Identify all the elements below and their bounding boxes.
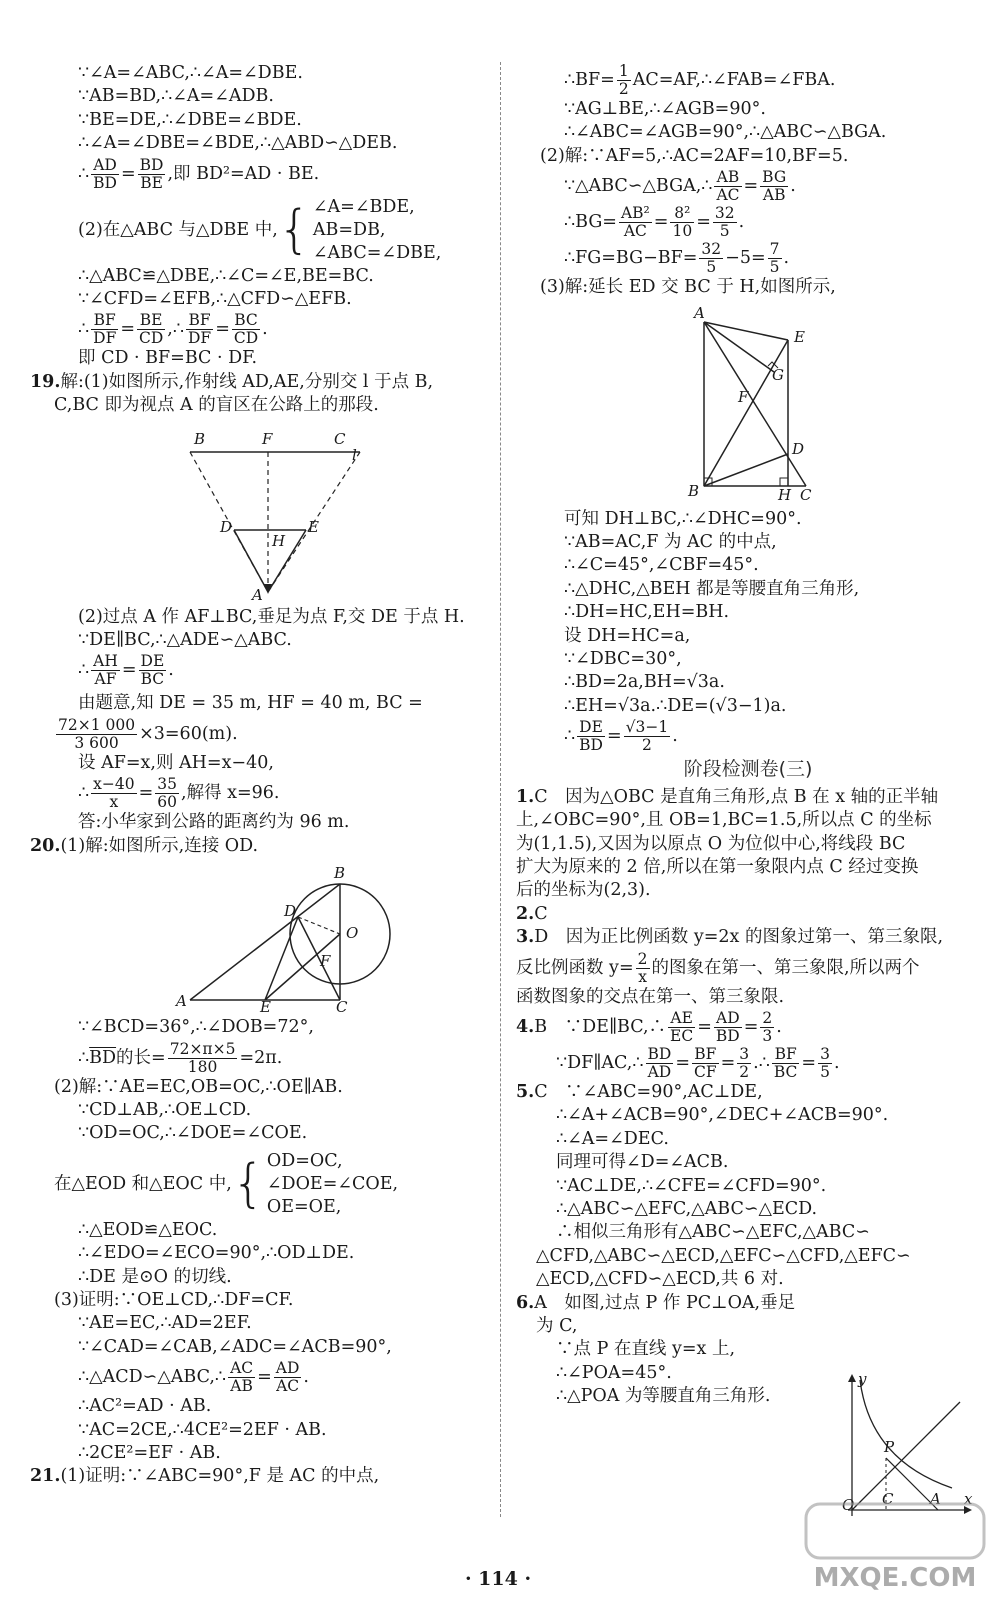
text-line: ∴△POA 为等腰直角三角形. [556, 1386, 771, 1407]
fraction [137, 312, 165, 347]
label-O: O [842, 1496, 855, 1514]
label-B: B [688, 481, 700, 500]
fraction [617, 63, 631, 98]
answer-3 [516, 926, 980, 949]
text: = [653, 212, 669, 233]
text: ∵DF∥AC,∴ [556, 1052, 644, 1073]
figure-function-graph [836, 1370, 976, 1518]
text: ∠DOE=∠COE, [266, 1173, 399, 1194]
answer-6 [516, 1292, 980, 1315]
numerator: BD [139, 155, 164, 174]
text-line [516, 1045, 980, 1081]
text: = [675, 1052, 690, 1073]
text-line: ∴∠ABC=∠AGB=90°,∴△ABC∽△BGA. [564, 122, 887, 143]
text-line: C,BC 即为视点 A 的盲区在公路上的那段. [54, 395, 379, 416]
figure-right-triangle [516, 304, 976, 504]
text: C ∵∠ABC=90°,AC⊥DE, [534, 1081, 763, 1102]
text-line [516, 204, 980, 240]
denominator: DF [93, 329, 117, 348]
fraction [138, 157, 166, 192]
text-line: 函数图象的交点在第一、第三象限. [516, 986, 785, 1007]
label-G: G [772, 365, 784, 384]
text-line: 由题意,知 DE = 35 m, HF = 40 m, BC = [78, 693, 423, 714]
numerator: AC [230, 1359, 254, 1378]
text-line: ∵∠DBC=30°, [564, 649, 682, 670]
text: ∴ [78, 163, 90, 184]
text-line: ∵DE∥BC,∴△ADE∽△ABC. [78, 630, 292, 651]
denominator: BE [140, 173, 163, 192]
right-column [516, 62, 980, 1409]
label-H: H [272, 531, 286, 550]
label-x: x [964, 1490, 973, 1508]
page-number: · 114 · [464, 1568, 532, 1590]
numerator: BF [186, 312, 213, 330]
text-line: ∴△DHC,△BEH 都是等腰直角三角形, [564, 578, 860, 599]
text-line [516, 718, 980, 754]
text-line: ∵AB=AC,F 为 AC 的中点, [564, 532, 777, 553]
figure-blind-zone [30, 422, 490, 602]
fraction [577, 719, 605, 754]
text-line: ∴∠A=∠DBE=∠BDE,∴△ABD∽△DEB. [78, 133, 398, 154]
figure-circle-tangent [30, 862, 490, 1012]
text-line: ∵∠BCD=36°,∴∠DOB=72°, [78, 1017, 314, 1038]
numerator: 3 [820, 1044, 830, 1063]
text: .∴ [753, 1052, 770, 1073]
text-line: 即 CD · BF=BC · DF. [78, 348, 258, 369]
text: ∴ [78, 1047, 90, 1068]
text: . [672, 726, 678, 747]
fraction [713, 205, 737, 240]
text: ∠A=∠BDE, [312, 196, 415, 217]
text: ×3=60(m). [139, 723, 238, 744]
fraction [91, 653, 120, 688]
text-line: 可知 DH⊥BC,∴∠DHC=90°. [564, 508, 802, 529]
label-E: E [260, 998, 271, 1013]
denominator: 180 [187, 1057, 218, 1076]
text-line: ∵CD⊥AB,∴OE⊥CD. [78, 1099, 252, 1120]
text-line: ∵AE=EC,∴AD=2EF. [78, 1313, 252, 1334]
numerator: 2 [637, 949, 648, 968]
text: =2π. [239, 1047, 283, 1068]
denominator: 5 [706, 258, 717, 277]
text: . [783, 248, 790, 269]
text-line: 扩大为原来的 2 倍,所以在第一象限内点 C 经过变换 [516, 856, 919, 877]
text: . [738, 212, 745, 233]
text-line [30, 1359, 492, 1395]
text-line: ∴DH=HC,EH=BH. [564, 602, 730, 623]
label-D: D [284, 902, 297, 921]
text-line [30, 196, 492, 265]
text: OE=OE, [266, 1196, 342, 1217]
text: = [215, 319, 230, 340]
denominator: BC [773, 1062, 798, 1081]
label-P: P [884, 1438, 895, 1456]
answer-5 [516, 1081, 980, 1104]
label-D: D [220, 517, 233, 536]
question-20 [30, 835, 492, 858]
fraction [670, 205, 694, 240]
denominator: DF [188, 329, 212, 348]
text: ∠ABC=∠DBE, [312, 242, 442, 263]
text-line: (2)解:∵AF=5,∴AC=2AF=10,BF=5. [540, 145, 849, 166]
numerator: 2 [762, 1008, 773, 1027]
denominator: BC [140, 670, 165, 689]
label-F: F [320, 952, 331, 971]
text: ,解得 x=96. [181, 783, 280, 804]
text: (1)证明:∵∠ABC=90°,F 是 AC 的中点, [60, 1466, 380, 1487]
text: C [534, 903, 548, 924]
label-l: l [352, 445, 357, 464]
label-O: O [346, 924, 359, 943]
denominator: BD [93, 173, 117, 192]
numerator: BC [232, 312, 260, 330]
denominator: 3 [762, 1026, 773, 1045]
denominator: AC [716, 186, 740, 205]
fraction [714, 169, 741, 204]
denominator: x [638, 967, 647, 986]
text-line: ∴∠EDO=∠ECO=90°,∴OD⊥DE. [78, 1243, 355, 1264]
fraction [274, 1360, 302, 1395]
text: = [121, 660, 137, 681]
question-number: 6. [516, 1292, 535, 1313]
text: 反比例函数 y= [516, 957, 634, 978]
fraction [624, 719, 671, 754]
denominator: BD [715, 1026, 740, 1045]
brace-system [278, 196, 442, 265]
numerator: BG [762, 168, 787, 187]
question-number: 3. [516, 927, 535, 948]
text-line: 答:小华家到公路的距离约为 96 m. [78, 812, 350, 833]
text-line [30, 775, 492, 811]
question-19 [30, 371, 492, 394]
text-line: (2)解:∵AE=EC,OB=OC,∴OE∥AB. [54, 1076, 343, 1097]
numerator: BE [137, 312, 165, 330]
text-line: ∵∠A=∠ABC,∴∠A=∠DBE. [78, 63, 303, 83]
denominator: AF [94, 670, 117, 689]
answer-1 [516, 786, 980, 809]
numerator: 32 [701, 240, 722, 259]
question-number: 1. [516, 786, 535, 807]
numerator: 72×1 000 [58, 715, 136, 734]
section-title: 阶段检测卷(三) [683, 758, 813, 781]
text-line: ∴AC²=AD · AB. [78, 1396, 212, 1417]
text-line [30, 716, 492, 752]
text-line: ∴△ABC≌△DBE,∴∠C=∠E,BE=BC. [78, 265, 374, 286]
text: . [303, 1367, 309, 1388]
text: ∴BF= [564, 70, 615, 90]
text-line: ∴△ABC∽△EFC,△ABC∽△ECD. [556, 1198, 818, 1219]
text-line: ∴∠A=∠DEC. [556, 1128, 669, 1149]
text-line: ∵AC⊥DE,∴∠CFE=∠CFD=90°. [556, 1175, 827, 1196]
watermark-logo [800, 1500, 990, 1596]
fraction [56, 717, 137, 752]
text-line [516, 62, 980, 98]
denominator: BD [579, 736, 603, 755]
text: ∴BG= [564, 212, 617, 233]
text: ∴FG=BG−BF= [564, 248, 698, 269]
text-line [30, 1040, 492, 1076]
label-E: E [794, 327, 805, 346]
label-C: C [800, 485, 812, 504]
text-line: ∵点 P 在直线 y=x 上, [556, 1339, 736, 1360]
text-line: ∴EH=√3a.∴DE=(√3−1)a. [564, 695, 787, 716]
text: ,∴ [167, 319, 184, 340]
fraction [91, 312, 118, 347]
text-line: △CFD,△ABC∽△ECD,△EFC∽△CFD,△EFC∽ [536, 1245, 911, 1266]
denominator: 2 [642, 736, 652, 755]
answer-2 [516, 903, 980, 926]
numerator: 8² [670, 205, 694, 223]
watermark-text: MXQE.COM [813, 1563, 977, 1593]
denominator: AD [647, 1062, 672, 1081]
text-line: ∵AC=2CE,∴4CE²=2EF · AB. [78, 1419, 327, 1440]
fraction [91, 157, 119, 192]
label-C: C [334, 429, 346, 448]
text: (1)解:如图所示,连接 OD. [60, 835, 259, 856]
numerator: BF [91, 312, 118, 330]
fraction [768, 241, 782, 276]
fraction [699, 241, 723, 276]
text-line: 设 DH=HC=a, [564, 625, 691, 646]
numerator: AB² [620, 204, 650, 223]
label-H: H [778, 485, 792, 504]
denominator: 3 600 [74, 733, 119, 752]
text: = [743, 1016, 759, 1037]
denominator: CD [233, 329, 259, 348]
fraction [168, 1041, 238, 1076]
text-line [516, 240, 980, 276]
numerator: 1 [618, 62, 629, 80]
text-line: (2)过点 A 作 AF⊥BC,垂足为点 F,交 DE 于点 H. [78, 606, 465, 627]
text-line [516, 168, 980, 204]
brace-icon: { [277, 200, 311, 261]
brace-icon: { [231, 1154, 265, 1215]
text-line: 设 AF=x,则 AH=x−40, [78, 752, 274, 773]
label-A: A [930, 1490, 941, 1508]
fraction [818, 1046, 832, 1081]
text: ∴ [78, 319, 90, 340]
text: . [833, 1052, 840, 1073]
text: AB=DB, [312, 219, 386, 240]
numerator: AD [714, 1010, 742, 1028]
text: 解:(1)如图所示,作射线 AD,AE,分别交 l 于点 B, [60, 371, 434, 392]
text: ,即 BD²=AD · BE. [167, 163, 320, 184]
denominator: CF [694, 1062, 717, 1081]
fraction [772, 1046, 800, 1081]
numerator: 72×π×5 [169, 1039, 236, 1058]
label-A: A [252, 585, 263, 602]
text-line: ∴∠POA=45°. [556, 1362, 672, 1383]
text-line [30, 311, 492, 347]
text-line: ∵∠CFD=∠EFB,∴△CFD∽△EFB. [78, 289, 352, 310]
fraction [155, 776, 179, 811]
answer-4 [516, 1009, 980, 1045]
label-F: F [738, 387, 749, 406]
text: C 因为△OBC 是直角三角形,点 B 在 x 轴的正半轴 [534, 786, 939, 807]
text: D 因为正比例函数 y=2x 的图象过第一、第三象限, [534, 927, 944, 948]
column-divider [500, 62, 501, 1517]
text: = [138, 783, 154, 804]
fraction [186, 312, 213, 347]
numerator: BD [647, 1044, 672, 1063]
label-D: D [792, 439, 805, 458]
numerator: AB [714, 169, 741, 187]
numerator: AH [93, 652, 118, 671]
denominator: AC [276, 1377, 300, 1396]
fraction [692, 1046, 719, 1081]
text-line: ∴∠A+∠ACB=90°,∠DEC+∠ACB=90°. [556, 1105, 889, 1126]
label-F: F [262, 429, 273, 448]
numerator: √3−1 [625, 718, 669, 737]
text: = [606, 726, 622, 747]
text: ∵△ABC∽△BGA,∴ [564, 176, 713, 197]
text-line: ∵∠CAD=∠CAB,∠ADC=∠ACB=90°, [78, 1336, 392, 1357]
question-number: 19. [30, 371, 61, 392]
label-C: C [882, 1490, 894, 1508]
numerator: AE [668, 1010, 695, 1028]
label-y: y [858, 1370, 867, 1388]
question-number: 20. [30, 835, 61, 856]
text: 的长= [116, 1047, 166, 1068]
numerator: BF [692, 1046, 719, 1064]
fraction [139, 653, 167, 688]
question-number: 2. [516, 903, 535, 924]
fraction [668, 1010, 695, 1045]
text: OD=OC, [266, 1150, 343, 1171]
arc-label: $\overline{BD}$ [89, 1047, 117, 1068]
text-line: ∴∠C=45°,∠CBF=45°. [564, 555, 759, 576]
denominator: 10 [672, 222, 693, 241]
label-B: B [334, 864, 346, 883]
text: AC=AF,∴∠FAB=∠FBA. [632, 70, 836, 90]
denominator: CD [139, 329, 164, 348]
label-A: A [176, 992, 187, 1011]
text-line: (3)解:延长 ED 交 BC 于 H,如图所示, [540, 277, 836, 298]
fraction [737, 1046, 751, 1081]
fraction [228, 1360, 255, 1395]
numerator: 35 [157, 775, 177, 794]
text: ∴ [78, 660, 90, 681]
brace-system [232, 1150, 398, 1219]
text: = [120, 319, 135, 340]
numerator: 3 [739, 1044, 750, 1063]
denominator: 5 [820, 1062, 830, 1081]
numerator: DE [140, 652, 165, 671]
fraction [714, 1010, 742, 1045]
text: = [257, 1367, 272, 1388]
text: . [776, 1016, 782, 1037]
text: (2)在△ABC 与△DBE 中, [78, 219, 278, 240]
fraction [91, 776, 136, 811]
text-line: ∴相似三角形有△ABC∽△EFC,△ABC∽ [556, 1222, 870, 1243]
text: = [720, 1052, 736, 1073]
denominator: AC [623, 222, 647, 241]
text: . [790, 176, 796, 197]
text: ∴ [564, 726, 576, 747]
denominator: 5 [769, 258, 780, 277]
text: = [120, 163, 136, 184]
denominator: 60 [157, 793, 177, 812]
text-line: ∴BD=2a,BH=√3a. [564, 672, 725, 693]
text: . [262, 319, 268, 340]
numerator: 32 [714, 204, 735, 223]
denominator: AB [230, 1377, 253, 1396]
text-line [30, 652, 492, 688]
label-C: C [336, 998, 348, 1013]
text-line: 为 C, [536, 1316, 578, 1336]
question-number: 4. [516, 1016, 535, 1037]
fraction [232, 312, 260, 347]
question-number: 21. [30, 1466, 61, 1487]
denominator: 2 [739, 1062, 750, 1081]
numerator: BF [772, 1046, 800, 1064]
fraction [646, 1046, 674, 1081]
fraction [760, 1010, 774, 1045]
text: 在△EOD 和△EOC 中, [54, 1173, 232, 1194]
question-number: 5. [516, 1081, 535, 1102]
text-line: ∵BE=DE,∴∠DBE=∠BDE. [78, 109, 302, 130]
numerator: AD [275, 1359, 300, 1378]
text: −5= [725, 248, 766, 269]
label-B: B [194, 429, 206, 448]
text-line: 为(1,1.5),又因为以原点 O 为位似中心,将线段 BC [516, 833, 906, 854]
text: 的图象在第一、第三象限,所以两个 [651, 957, 920, 978]
numerator: AD [91, 157, 119, 175]
text: = [696, 212, 711, 233]
text-line [30, 1150, 492, 1219]
text-line: ∴2CE²=EF · AB. [78, 1442, 221, 1463]
denominator: AB [762, 186, 786, 205]
text: . [168, 660, 174, 681]
denominator: 5 [719, 222, 730, 241]
text-line: ∴△EOD≌△EOC. [78, 1219, 218, 1240]
text: B ∵DE∥BC,∴ [534, 1016, 667, 1037]
text-line: ∵AG⊥BE,∴∠AGB=90°. [564, 99, 766, 119]
label-A: A [694, 303, 705, 322]
fraction [760, 169, 788, 204]
text-line: ∵OD=OC,∴∠DOE=∠COE. [78, 1123, 308, 1144]
text-line: 上,∠OBC=90°,且 OB=1,BC=1.5,所以点 C 的坐标 [516, 810, 932, 831]
numerator: x−40 [93, 775, 135, 794]
text-line: △ECD,△CFD∽△ECD,共 6 对. [536, 1269, 784, 1290]
denominator: x [109, 793, 119, 812]
text: = [743, 176, 759, 197]
text-line: (3)证明:∵OE⊥CD,∴DF=CF. [54, 1289, 294, 1310]
left-column [30, 62, 492, 1489]
question-21 [30, 1465, 492, 1488]
denominator: 2 [618, 80, 629, 98]
text-line: 同理可得∠D=∠ACB. [556, 1152, 729, 1173]
text-line [30, 156, 492, 192]
text-line: ∵AB=BD,∴∠A=∠ADB. [78, 86, 274, 107]
fraction [636, 951, 650, 986]
text: ∴△ACD∽△ABC,∴ [78, 1367, 227, 1388]
label-E: E [308, 517, 319, 536]
text-line: 后的坐标为(2,3). [516, 880, 651, 901]
text: = [801, 1052, 817, 1073]
numerator: DE [577, 719, 605, 737]
text-line: ∴DE 是⊙O 的切线. [78, 1266, 232, 1287]
text-line [516, 950, 980, 986]
text: ∴ [78, 783, 90, 804]
numerator: 7 [769, 240, 780, 259]
text: = [697, 1016, 712, 1037]
text: A 如图,过点 P 作 PC⊥OA,垂足 [534, 1292, 796, 1313]
denominator: EC [670, 1026, 694, 1045]
fraction [619, 205, 652, 240]
